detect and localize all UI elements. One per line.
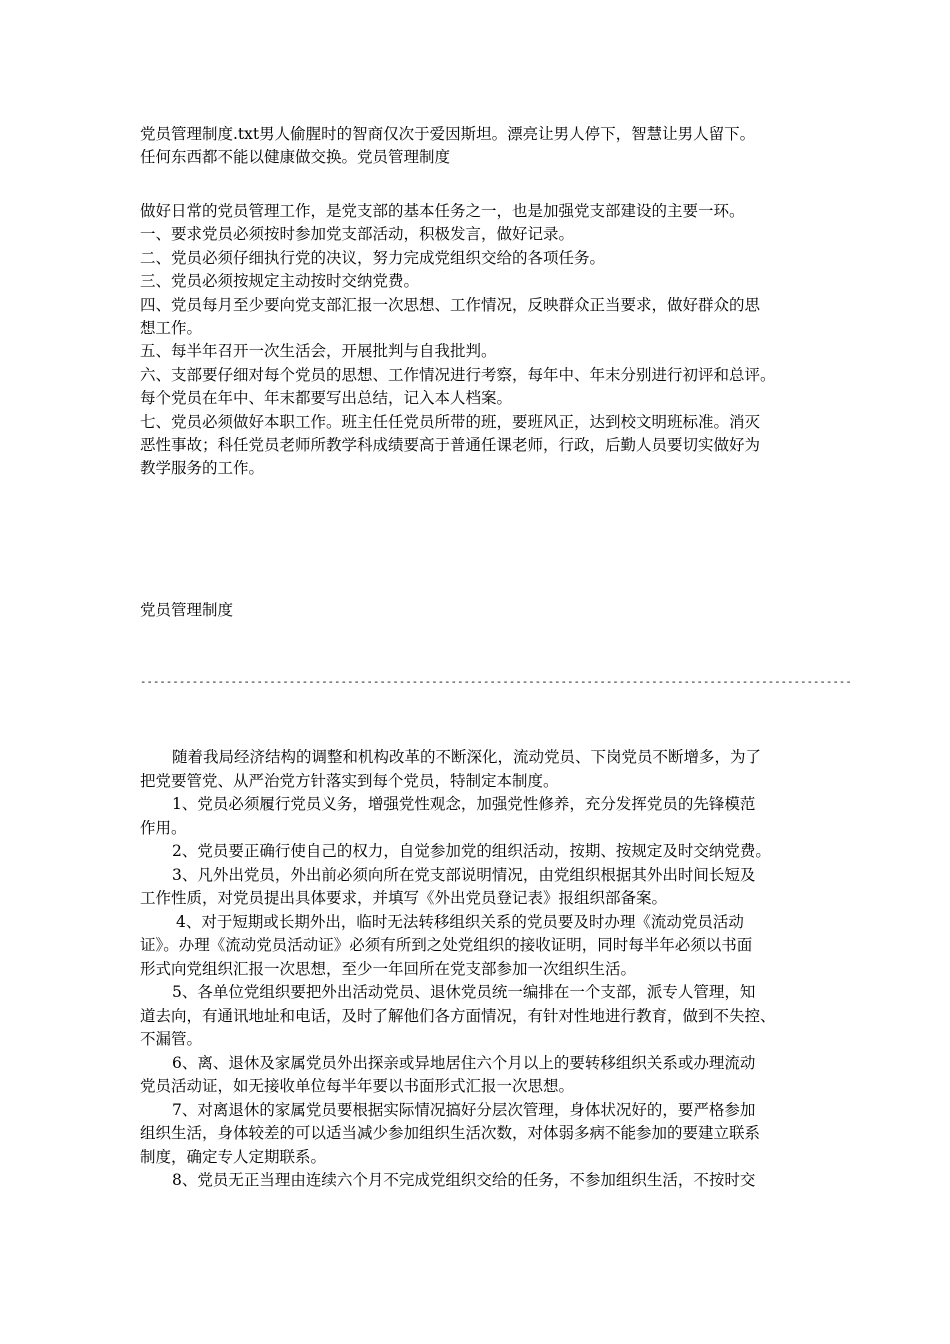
text-line: 道去向，有通讯地址和电话，及时了解他们各方面情况，有针对性地进行教育，做到不失控、 (140, 1006, 776, 1025)
text-line: 恶性事故；科任党员老师所教学科成绩要高于普通任课老师，行政，后勤人员要切实做好为 (140, 436, 761, 455)
text-line: 形式向党组织汇报一次思想，至少一年回所在党支部参加一次组织生活。 (140, 959, 637, 978)
header-paragraph (140, 123, 820, 170)
section2-title: 党员管理制度 (140, 601, 234, 619)
section1-body (140, 200, 820, 481)
text-line: 二、党员必须仔细执行党的决议，努力完成党组织交给的各项任务。 (140, 248, 606, 267)
separator-line: -------------------------------------------------------------------------------------------------------------- (140, 676, 852, 688)
text-line: 6、离、退休及家属党员外出探亲或异地居住六个月以上的要转移组织关系或办理流动 (172, 1053, 756, 1072)
text-line: 六、支部要仔细对每个党员的思想、工作情况进行考察，每年中、年末分别进行初评和总评。 (140, 365, 776, 384)
text-line: 工作性质，对党员提出具体要求，并填写《外出党员登记表》报组织部备案。 (140, 889, 668, 907)
text-line: 五、每半年召开一次生活会，开展批判与自我批判。 (140, 342, 497, 361)
text-line: 每个党员在年中、年末都要写出总结，记入本人档案。 (140, 389, 513, 408)
text-line: 组织生活，身体较差的可以适当减少参加组织生活次数，对体弱多病不能参加的要建立联系 (140, 1124, 761, 1142)
text-line: 随着我局经济结构的调整和机构改革的不断深化，流动党员、下岗党员不断增多，为了 (172, 748, 762, 766)
text-line: 七、党员必须做好本职工作。班主任任党员所带的班，要班风正，达到校文明班标准。消灭 (140, 412, 761, 431)
text-line: 7、对离退休的家属党员要根据实际情况搞好分层次管理，身体状况好的，要严格参加 (172, 1100, 756, 1119)
text-line: 做好日常的党员管理工作，是党支部的基本任务之一，也是加强党支部建设的主要一环。 (140, 202, 745, 220)
text-line: 四、党员每月至少要向党支部汇报一次思想、工作情况，反映群众正当要求，做好群众的思 (140, 295, 761, 314)
text-line: 4、对于短期或长期外出，临时无法转移组织关系的党员要及时办理《流动党员活动 (176, 912, 744, 931)
section2-body (140, 746, 820, 1193)
text-line: 3、凡外出党员，外出前必须向所在党支部说明情况，由党组织根据其外出时间长短及 (172, 865, 756, 884)
text-line: 党员活动证，如无接收单位每半年要以书面形式汇报一次思想。 (140, 1077, 575, 1095)
text-line: 作用。 (140, 818, 187, 837)
text-line: 证》。办理《流动党员活动证》必须有所到之处党组织的接收证明，同时每半年必须以书面 (140, 936, 753, 954)
text-line: 制度，确定专人定期联系。 (140, 1147, 327, 1166)
header-line: 党员管理制度.txt男人偷腥时的智商仅次于爱因斯坦。漂亮让男人停下，智慧让男人留下。 (140, 125, 756, 143)
header-line: 任何东西都不能以健康做交换。党员管理制度 (140, 148, 451, 167)
text-line: 想工作。 (140, 319, 203, 338)
text-line: 把党要管党、从严治党方针落实到每个党员，特制定本制度。 (140, 771, 559, 790)
text-line: 2、党员要正确行使自己的权力，自觉参加党的组织活动，按期、按规定及时交纳党费。 (172, 842, 771, 860)
text-line: 1、党员必须履行党员义务，增强党性观念，加强党性修养，充分发挥党员的先锋模范 (172, 795, 756, 813)
text-line: 一、要求党员必须按时参加党支部活动，积极发言，做好记录。 (140, 225, 575, 244)
text-line: 5、各单位党组织要把外出活动党员、退休党员统一编排在一个支部，派专人管理，知 (172, 983, 756, 1001)
text-line: 教学服务的工作。 (140, 459, 265, 478)
text-line: 8、党员无正当理由连续六个月不完成党组织交给的任务，不参加组织生活，不按时交 (172, 1171, 756, 1189)
text-line: 三、党员必须按规定主动按时交纳党费。 (140, 272, 420, 291)
text-line: 不漏管。 (140, 1030, 203, 1048)
